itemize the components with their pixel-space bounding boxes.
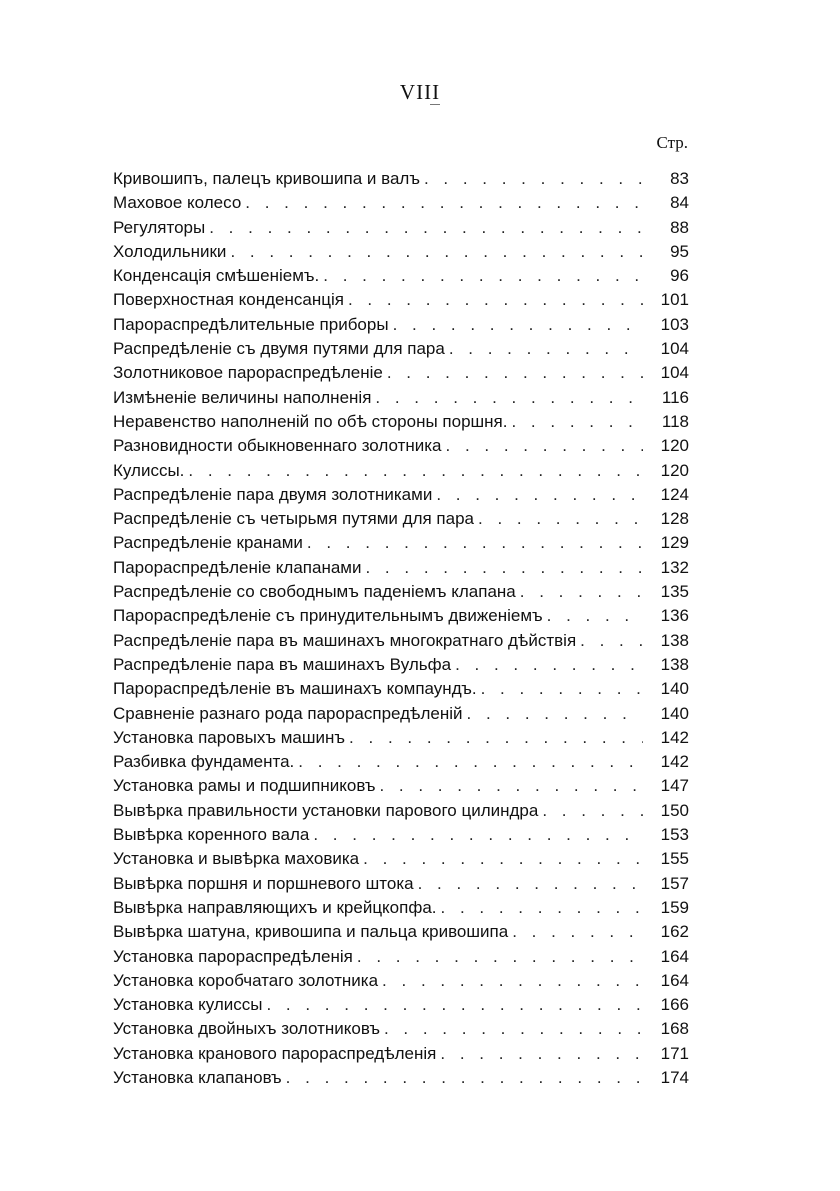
toc-entry [113, 507, 689, 531]
toc-entry [113, 629, 689, 653]
toc-entry [113, 847, 689, 871]
toc-entry-page: 120 [660, 436, 689, 456]
toc-entry-page: 101 [660, 290, 689, 310]
dot-leader [230, 240, 643, 264]
toc-entry-title: Распредѣленіе пара въ машинахъ Вульфа [113, 654, 452, 674]
dot-leader [387, 361, 643, 385]
toc-entry-title: Золотниковое парораспредѣленіе [113, 363, 383, 383]
dot-leader [542, 799, 643, 823]
toc-entry-page: 166 [660, 995, 689, 1015]
toc-entry [113, 823, 689, 847]
toc-entry-title: Установка кранового парораспредѣленія [113, 1043, 437, 1063]
toc-entry-page: 140 [660, 703, 689, 723]
toc-entry [113, 653, 689, 677]
toc-entry-page: 104 [660, 363, 689, 383]
toc-entry-page: 84 [670, 193, 689, 213]
toc-entry-title: Установка коробчатаго золотника [113, 970, 379, 990]
toc-entry-page: 132 [660, 557, 689, 577]
toc-entry-page: 150 [660, 800, 689, 820]
toc-entry [113, 216, 689, 240]
toc-entry-title: Вывѣрка направляющихъ и крейцкопфа. [113, 897, 437, 917]
toc-entry-title: Парораспредѣленіе съ принудительнымъ движеніемъ [113, 606, 543, 626]
toc-entry-page: 164 [660, 946, 689, 966]
toc-entry-title: Распредѣленіе пара двумя золотниками [113, 484, 433, 504]
dot-leader [379, 774, 643, 798]
toc-entry-page: 96 [670, 266, 689, 286]
toc-entry [113, 920, 689, 944]
toc-entry [113, 702, 689, 726]
dot-leader [286, 1066, 643, 1090]
toc-entry-page: 104 [660, 339, 689, 359]
toc-entry-page: 162 [660, 922, 689, 942]
toc-entry-page: 147 [660, 776, 689, 796]
toc-entry-page: 174 [660, 1067, 689, 1087]
toc-entry-page: 135 [660, 582, 689, 602]
toc-entry [113, 410, 689, 434]
toc-entry [113, 386, 689, 410]
toc-entry [113, 774, 689, 798]
print-mark [430, 104, 440, 105]
toc-entry-page: 164 [660, 970, 689, 990]
dot-leader [307, 531, 643, 555]
toc-entry-page: 118 [661, 411, 689, 431]
toc-entry [113, 677, 689, 701]
toc-entry-title: Вывѣрка коренного вала [113, 825, 310, 845]
toc-entry [113, 726, 689, 750]
toc-entry-page: 171 [660, 1043, 689, 1063]
toc-entry [113, 872, 689, 896]
toc-entry [113, 531, 689, 555]
toc-entry [113, 969, 689, 993]
toc-entry-title: Вывѣрка правильности установки парового цилиндра [113, 800, 539, 820]
toc-entry [113, 799, 689, 823]
dot-leader [424, 167, 643, 191]
toc-entry-page: 129 [660, 533, 689, 553]
dot-leader [266, 993, 643, 1017]
toc-entry-page: 83 [670, 169, 689, 188]
toc-entry-title: Конденсація смѣшеніемъ. [113, 266, 320, 286]
toc-entry [113, 896, 689, 920]
toc-entry [113, 1066, 689, 1090]
toc-entry-page: 103 [660, 314, 689, 334]
toc-entry [113, 556, 689, 580]
dot-leader [349, 726, 643, 750]
toc-entry [113, 750, 689, 774]
dot-leader [365, 556, 643, 580]
dot-leader [446, 434, 643, 458]
toc-entry [113, 945, 689, 969]
dot-leader [511, 410, 643, 434]
toc-entry [113, 167, 689, 191]
toc-entry-title: Разбивка фундамента. [113, 752, 295, 772]
dot-leader [512, 920, 643, 944]
toc-entry-page: 142 [660, 727, 689, 747]
toc-entry-page: 159 [660, 897, 689, 917]
dot-leader [481, 677, 643, 701]
toc-entry-title: Парораспредѣлительные приборы [113, 314, 389, 334]
table-of-contents [113, 167, 689, 1090]
toc-entry-title: Поверхностная конденсанція [113, 290, 344, 310]
dot-leader [209, 216, 643, 240]
dot-leader [323, 264, 643, 288]
toc-entry-title: Распредѣленіе со свободнымъ паденіемъ клапана [113, 582, 516, 602]
toc-entry-page: 116 [661, 387, 689, 407]
toc-entry [113, 993, 689, 1017]
dot-leader [520, 580, 643, 604]
toc-entry-page: 140 [660, 679, 689, 699]
toc-entry-page: 138 [660, 630, 689, 650]
toc-entry-page: 88 [670, 217, 689, 237]
toc-entry-page: 124 [660, 484, 689, 504]
toc-entry-title: Распредѣленіе съ четырьмя путями для пара [113, 509, 474, 529]
toc-entry [113, 459, 689, 483]
dot-leader [348, 288, 643, 312]
dot-leader [363, 847, 643, 871]
page-number: VIII [399, 80, 441, 104]
toc-entry [113, 264, 689, 288]
toc-entry-page: 155 [660, 849, 689, 869]
dot-leader [245, 191, 643, 215]
toc-entry [113, 288, 689, 312]
dot-leader [436, 483, 643, 507]
toc-entry-title: Установка двойныхъ золотниковъ [113, 1019, 380, 1039]
toc-entry-title: Установка кулиссы [113, 995, 263, 1015]
toc-entry-title: Сравненіе разнаго рода парораспредѣленій [113, 703, 463, 723]
dot-leader [449, 337, 643, 361]
toc-entry-page: 157 [660, 873, 689, 893]
toc-entry-page: 142 [660, 752, 689, 772]
dot-leader [375, 386, 643, 410]
dot-leader [418, 872, 643, 896]
dot-leader [188, 459, 643, 483]
toc-entry-title: Распредѣленіе съ двумя путями для пара [113, 339, 445, 359]
toc-entry [113, 191, 689, 215]
toc-entry-title: Регуляторы [113, 217, 206, 237]
dot-leader [455, 653, 643, 677]
toc-entry-title: Парораспредѣленіе клапанами [113, 557, 362, 577]
toc-entry-title: Установка парораспредѣленія [113, 946, 353, 966]
toc-entry [113, 313, 689, 337]
toc-entry-title: Распредѣленіе кранами [113, 533, 303, 553]
toc-entry-page: 136 [660, 606, 689, 626]
toc-entry-page: 138 [660, 654, 689, 674]
dot-leader [467, 702, 644, 726]
dot-leader [441, 896, 643, 920]
dot-leader [384, 1017, 643, 1041]
dot-leader [478, 507, 643, 531]
toc-entry-title: Холодильники [113, 241, 227, 261]
toc-entry-title: Установка и вывѣрка маховика [113, 849, 360, 869]
toc-entry-title: Разновидности обыкновеннаго золотника [113, 436, 442, 456]
dot-leader [393, 313, 643, 337]
dot-leader [313, 823, 643, 847]
dot-leader [580, 629, 643, 653]
toc-entry-page: 168 [660, 1019, 689, 1039]
toc-entry [113, 240, 689, 264]
toc-entry-title: Установка клапановъ [113, 1067, 282, 1087]
page-column-label: Стр. [656, 133, 688, 152]
toc-entry-page: 128 [660, 509, 689, 529]
dot-leader [357, 945, 643, 969]
dot-leader [547, 604, 643, 628]
toc-entry [113, 337, 689, 361]
toc-entry [113, 434, 689, 458]
toc-entry-title: Распредѣленіе пара въ машинахъ многократнаго дѣйствія [113, 630, 577, 650]
toc-entry [113, 361, 689, 385]
toc-entry-page: 120 [660, 460, 689, 480]
dot-leader [440, 1042, 643, 1066]
dot-leader [298, 750, 643, 774]
toc-entry-title: Парораспредѣленіе въ машинахъ компаундъ. [113, 679, 477, 699]
toc-entry-page: 95 [670, 241, 689, 261]
toc-entry-title: Маховое колесо [113, 193, 242, 213]
toc-entry-title: Установка паровыхъ машинъ [113, 727, 346, 747]
toc-entry [113, 1042, 689, 1066]
toc-entry-title: Вывѣрка шатуна, кривошипа и пальца кривошипа [113, 922, 509, 942]
toc-entry [113, 1017, 689, 1041]
toc-entry [113, 604, 689, 628]
toc-entry-title: Неравенство наполненій по обѣ стороны поршня. [113, 411, 508, 431]
toc-entry-title: Установка рамы и подшипниковъ [113, 776, 376, 796]
toc-entry-title: Вывѣрка поршня и поршневого штока [113, 873, 414, 893]
toc-entry [113, 580, 689, 604]
toc-entry [113, 483, 689, 507]
toc-entry-title: Кулиссы. [113, 460, 185, 480]
dot-leader [382, 969, 643, 993]
toc-entry-title: Кривошипъ, палецъ кривошипа и валъ [113, 169, 420, 188]
toc-entry-title: Измѣненіе величины наполненія [113, 387, 372, 407]
toc-entry-page: 153 [660, 825, 689, 845]
